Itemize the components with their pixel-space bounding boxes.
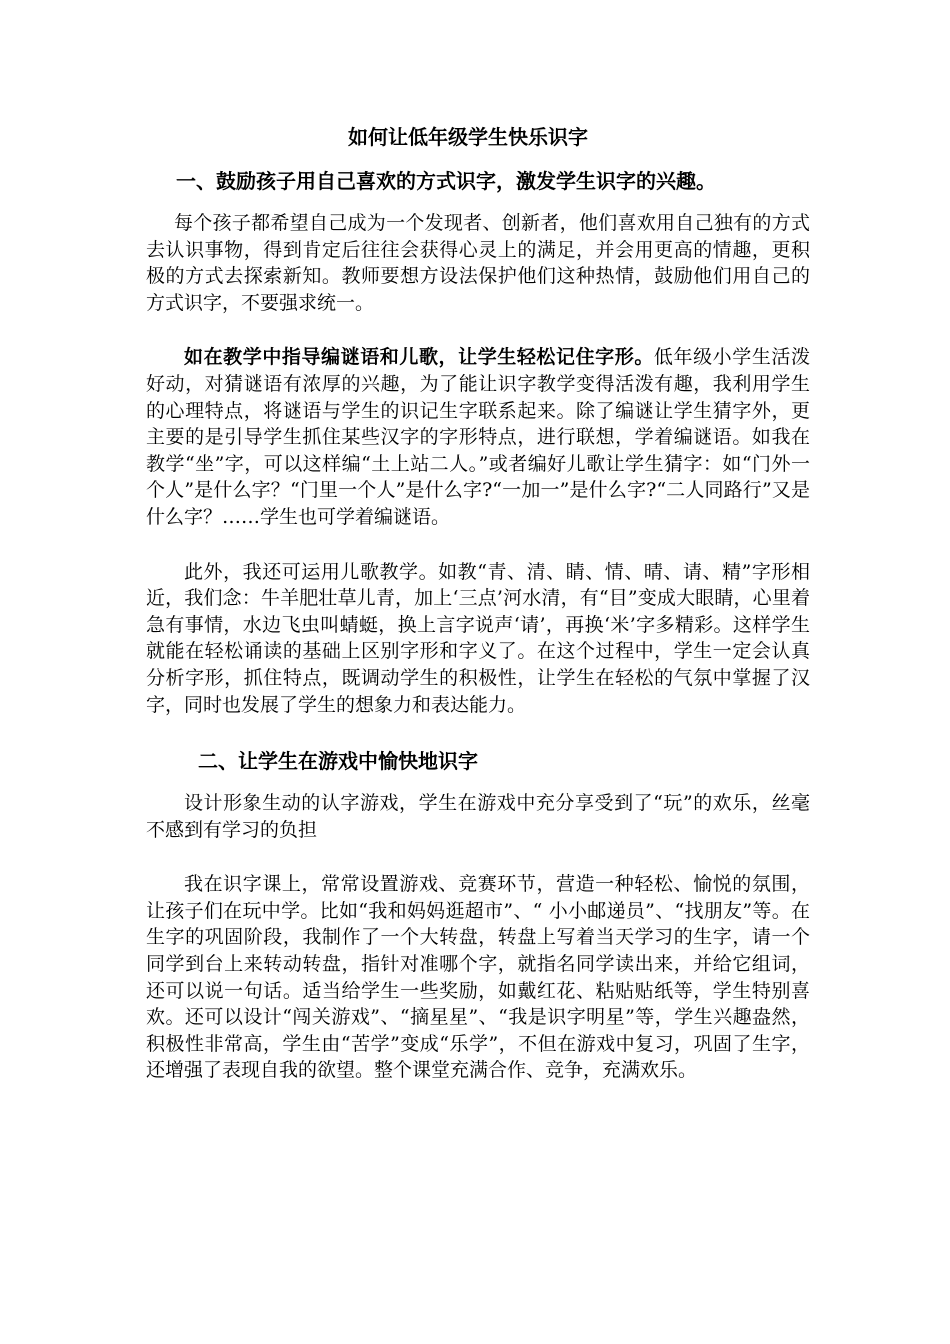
section-2-paragraph-1: 设计形象生动的认字游戏，学生在游戏中充分享受到了“玩”的欢乐，丝毫不感到有学习的负担 xyxy=(146,792,810,841)
section-1-paragraph-2 xyxy=(146,344,810,530)
section-1-paragraph-1: 每个孩子都希望自己成为一个发现者、创新者，他们喜欢用自己独有的方式去认识事物，得到肯定后往往会获得心灵上的满足，并会用更高的情趣，更积极的方式去探索新知。教师要想方设法保护他们这种热情，鼓励他们用自己的方式识字，不要强求统一。 xyxy=(146,212,810,314)
section-1-paragraph-2-lead: 如在教学中指导编谜语和儿歌，让学生轻松记住字形。 xyxy=(184,346,654,369)
section-1-paragraph-2-body: 低年级小学生活泼好动，对猜谜语有浓厚的兴趣，为了能让识字教学变得活泼有趣，我利用学生的心理特点，将谜语与学生的识记生字联系起来。除了编谜让学生猜字外，更主要的是引导学生抓住某些汉字的字形特点，进行联想，学着编谜语。如我在教学“坐”字，可以这样编“土上站二人。”或者编好儿歌让学生猜字：如“门外一个人”是什么字？“门里一个人”是什么字?“一加一”是什么字?“二人同路行”又是什么字？……学生也可学着编谜语。 xyxy=(146,346,810,528)
section-2-paragraph-2: 我在识字课上，常常设置游戏、竞赛环节，营造一种轻松、愉悦的氛围，让孩子们在玩中学。比如“我和妈妈逛超市”、“ 小小邮递员”、“找朋友”等。在生字的巩固阶段，我制作了一个大转盘，转盘上写着当天学习的生字，请一个同学到台上来转动转盘，指针对准哪个字，就指名同学读出来，并给它组词，还可以说一句话。适当给学生一些奖励，如戴红花、粘贴贴纸等，学生特别喜欢。还可以设计“闯关游戏”、“摘星星”、“我是识字明星”等，学生兴趣盎然，积极性非常高，学生由“苦学”变成“乐学”，不但在游戏中复习，巩固了生字，还增强了表现自我的欲望。整个课堂充满合作、竞争，充满欢乐。 xyxy=(146,873,810,1082)
document-body xyxy=(146,122,810,1112)
document-title: 如何让低年级学生快乐识字 xyxy=(348,125,588,149)
section-1-heading: 一、鼓励孩子用自己喜欢的方式识字，激发学生识字的兴趣。 xyxy=(176,169,716,193)
section-2-heading: 二、让学生在游戏中愉快地识字 xyxy=(198,749,478,774)
section-1-paragraph-3: 此外，我还可运用儿歌教学。如教“青、清、睛、情、晴、请、精”字形相近，我们念：牛羊肥壮草儿青，加上‘三点’河水清，有“目”变成大眼睛，心里着急有事情，水边飞虫叫蜻蜓，换上言字说声‘请’，再换‘米’字多精彩。这样学生就能在轻松诵读的基础上区别字形和字义了。在这个过程中，学生一定会认真分析字形，抓住特点，既调动学生的积极性，让学生在轻松的气氛中掌握了汉字，同时也发展了学生的想象力和表达能力。 xyxy=(146,560,810,716)
